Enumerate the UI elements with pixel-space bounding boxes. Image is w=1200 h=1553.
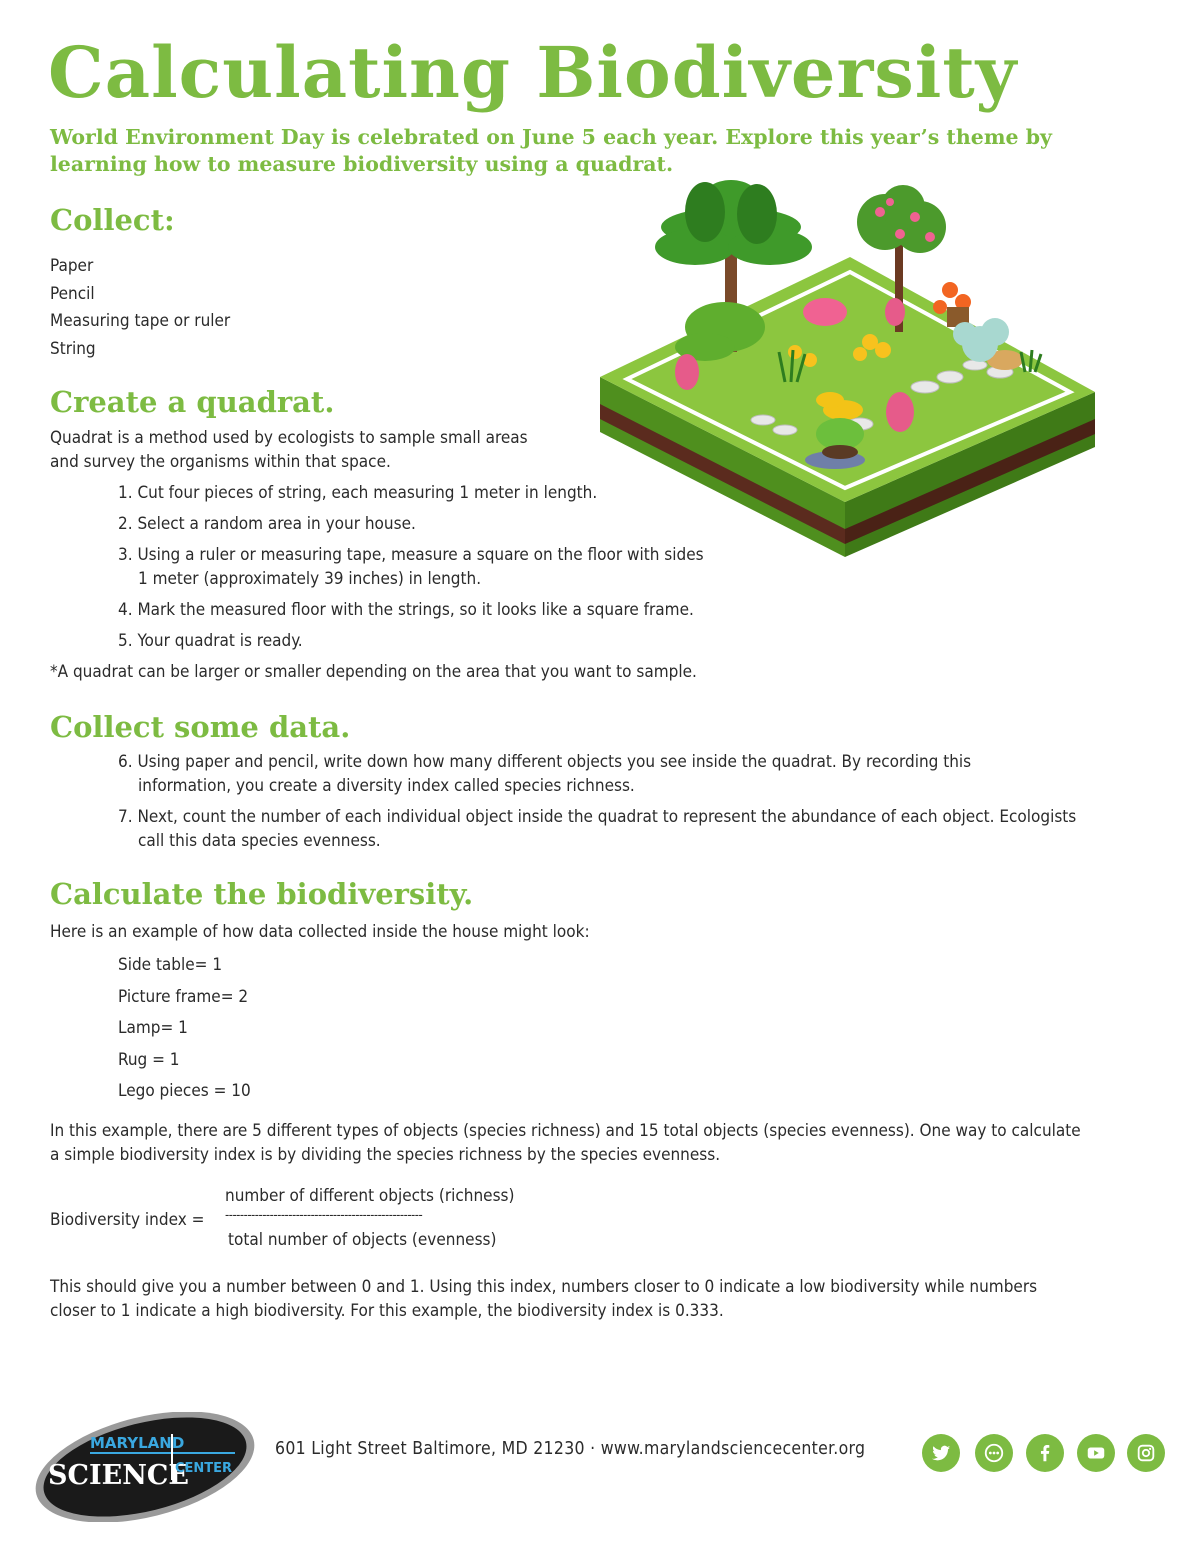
facebook-icon[interactable] — [1026, 1434, 1064, 1472]
step-text: 7. Next, count the number of each individual object inside the quadrat to represent the abundance of each object. Ecologists — [118, 807, 1077, 827]
quadrat-note: *A quadrat can be larger or smaller depending on the area that you want to sample. — [50, 662, 697, 682]
step-continuation: call this data species evenness. — [138, 831, 381, 851]
example-item: Lamp= 1 — [118, 1018, 188, 1038]
example-item: Rug = 1 — [118, 1049, 180, 1070]
paragraph-line: closer to 1 indicate a high biodiversity. For this example, the biodiversity index is 0.333. — [50, 1301, 724, 1321]
description-line: and survey the organisms within that space. — [50, 452, 391, 472]
quadrat-steps — [118, 481, 704, 660]
maryland-science-center-logo[interactable] — [30, 1412, 260, 1522]
step-item: 4. Mark the measured floor with the strings, so it looks like a square frame. — [118, 600, 694, 620]
example-item: Picture frame= 2 — [118, 986, 249, 1007]
logo-center-text: CENTER — [175, 1461, 233, 1476]
page-title: Calculating Biodiversity — [48, 31, 1018, 114]
example-explanation — [50, 1119, 1170, 1167]
description-line: Quadrat is a method used by ecologists to sample small areas — [50, 428, 528, 448]
collect-data-heading: Collect some data. — [50, 710, 351, 744]
create-quadrat-heading: Create a quadrat. — [50, 385, 335, 419]
list-item: Measuring tape or ruler — [50, 311, 231, 332]
list-item: Pencil — [50, 283, 95, 304]
step-item — [118, 543, 704, 591]
example-item: Lego pieces = 10 — [118, 1081, 251, 1101]
data-steps — [118, 750, 1076, 860]
example-list — [118, 950, 251, 1108]
conclusion-paragraph — [50, 1275, 1170, 1323]
paragraph-line: In this example, there are 5 different types of objects (species richness) and 15 total objects (species evenness). One way to calculate — [50, 1121, 1081, 1141]
step-item: 2. Select a random area in your house. — [118, 514, 416, 534]
logo-maryland-text: MARYLAND — [90, 1434, 185, 1452]
twitter-icon[interactable] — [922, 1434, 960, 1472]
formula-denominator: total number of objects (evenness) — [228, 1230, 497, 1250]
step-text: 6. Using paper and pencil, write down how many different objects you see inside the quadrat. By recording this — [118, 752, 972, 772]
paragraph-line: This should give you a number between 0 and 1. Using this index, numbers closer to 0 indicate a low biodiversity while numbers — [50, 1277, 1038, 1297]
instagram-icon[interactable] — [1127, 1434, 1165, 1472]
quadrat-description — [50, 426, 528, 474]
paragraph-line: a simple biodiversity index is by dividing the species richness by the species evenness. — [50, 1145, 721, 1165]
step-item — [118, 805, 1076, 853]
calculate-heading: Calculate the biodiversity. — [50, 877, 474, 911]
chat-icon[interactable] — [975, 1434, 1013, 1472]
list-item: String — [50, 339, 96, 360]
step-continuation: 1 meter (approximately 39 inches) in length. — [138, 569, 482, 589]
list-item: Paper — [50, 256, 94, 276]
biodiversity-formula — [50, 1186, 650, 1256]
step-item — [118, 750, 1076, 798]
step-item: 5. Your quadrat is ready. — [118, 631, 303, 651]
collect-heading: Collect: — [50, 203, 175, 237]
example-item: Side table= 1 — [118, 955, 223, 975]
formula-label: Biodiversity index = — [50, 1210, 205, 1230]
calc-lead: Here is an example of how data collected inside the house might look: — [50, 922, 590, 942]
collect-list — [50, 253, 230, 364]
step-item: 1. Cut four pieces of string, each measuring 1 meter in length. — [118, 483, 598, 503]
youtube-icon[interactable] — [1077, 1434, 1115, 1472]
step-continuation: information, you create a diversity index called species richness. — [138, 776, 635, 796]
intro-text: World Environment Day is celebrated on June 5 each year. Explore this year’s theme by learning how to measure biodiversity using a quadrat. — [50, 125, 1052, 176]
logo-science-text: SCIENCE — [48, 1460, 189, 1491]
formula-numerator: number of different objects (richness) — [225, 1186, 515, 1206]
step-text: 3. Using a ruler or measuring tape, measure a square on the floor with sides — [118, 545, 704, 565]
footer-address: 601 Light Street Baltimore, MD 21230 · www.marylandsciencecenter.org — [275, 1439, 866, 1459]
formula-divider: ----------------------------------------------------- — [225, 1208, 423, 1223]
